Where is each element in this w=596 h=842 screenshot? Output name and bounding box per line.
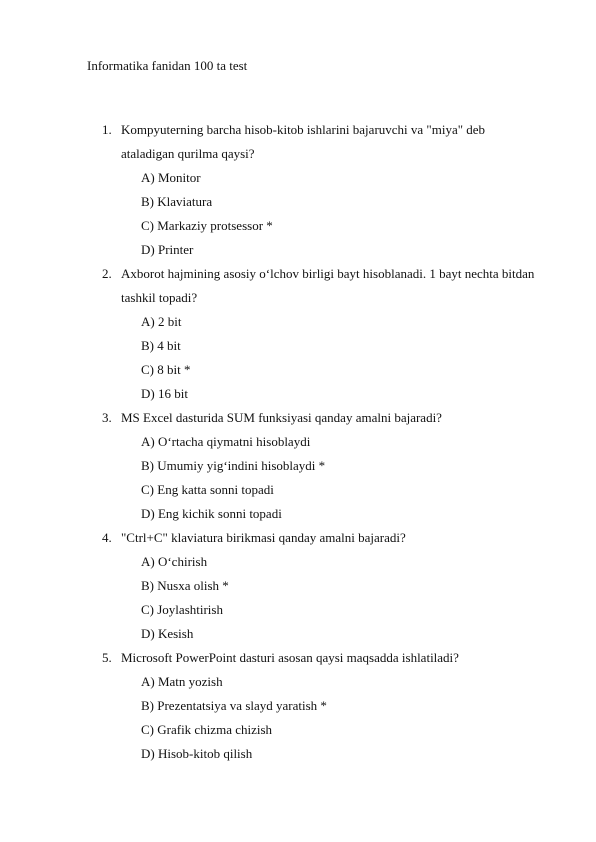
question-text: Axborot hajmining asosiy o‘lchov birligi bayt hisoblanadi. 1 bayt nechta bitdan tashkil topadi? — [121, 266, 535, 305]
question-text: Kompyuterning barcha hisob-kitob ishlarini bajaruvchi va "miya" deb ataladigan qurilma qaysi? — [121, 122, 486, 161]
question-1 — [0, 118, 596, 262]
question-text: MS Excel dasturida SUM funksiyasi qanday amalni bajaradi? — [121, 410, 442, 425]
answer-option: C) Grafik chizma chizish — [141, 722, 273, 737]
question-5 — [0, 646, 596, 766]
question-3 — [0, 406, 596, 526]
question-text: "Ctrl+C" klaviatura birikmasi qanday amalni bajaradi? — [121, 530, 406, 545]
answer-option: D) 16 bit — [141, 386, 188, 401]
answer-option: D) Kesish — [141, 626, 194, 641]
answer-option: C) Markaziy protsessor * — [141, 218, 273, 233]
answer-option: A) O‘rtacha qiymatni hisoblaydi — [141, 434, 311, 449]
answer-option: B) 4 bit — [141, 338, 181, 353]
answer-option: A) Monitor — [141, 170, 201, 185]
question-number: 5. — [102, 650, 112, 665]
answer-option: B) Prezentatsiya va slayd yaratish * — [141, 698, 327, 713]
answer-option: B) Klaviatura — [141, 194, 213, 209]
question-number: 4. — [102, 530, 112, 545]
answer-option: C) 8 bit * — [141, 362, 191, 377]
answer-option: A) 2 bit — [141, 314, 182, 329]
answer-option: D) Printer — [141, 242, 194, 257]
question-number: 1. — [102, 122, 112, 137]
answer-option: D) Eng kichik sonni topadi — [141, 506, 282, 521]
answer-option: B) Umumiy yig‘indini hisoblaydi * — [141, 458, 326, 473]
answer-option: A) O‘chirish — [141, 554, 208, 569]
question-list — [0, 118, 596, 766]
answer-option: D) Hisob-kitob qilish — [141, 746, 253, 761]
answer-option: A) Matn yozish — [141, 674, 223, 689]
question-number: 2. — [102, 266, 112, 281]
question-4 — [0, 526, 596, 646]
question-2 — [0, 262, 596, 406]
answer-option: C) Joylashtirish — [141, 602, 223, 617]
answer-option: C) Eng katta sonni topadi — [141, 482, 274, 497]
question-text: Microsoft PowerPoint dasturi asosan qaysi maqsadda ishlatiladi? — [121, 650, 459, 665]
question-number: 3. — [102, 410, 112, 425]
document-title: Informatika fanidan 100 ta test — [87, 58, 248, 73]
answer-option: B) Nusxa olish * — [141, 578, 229, 593]
